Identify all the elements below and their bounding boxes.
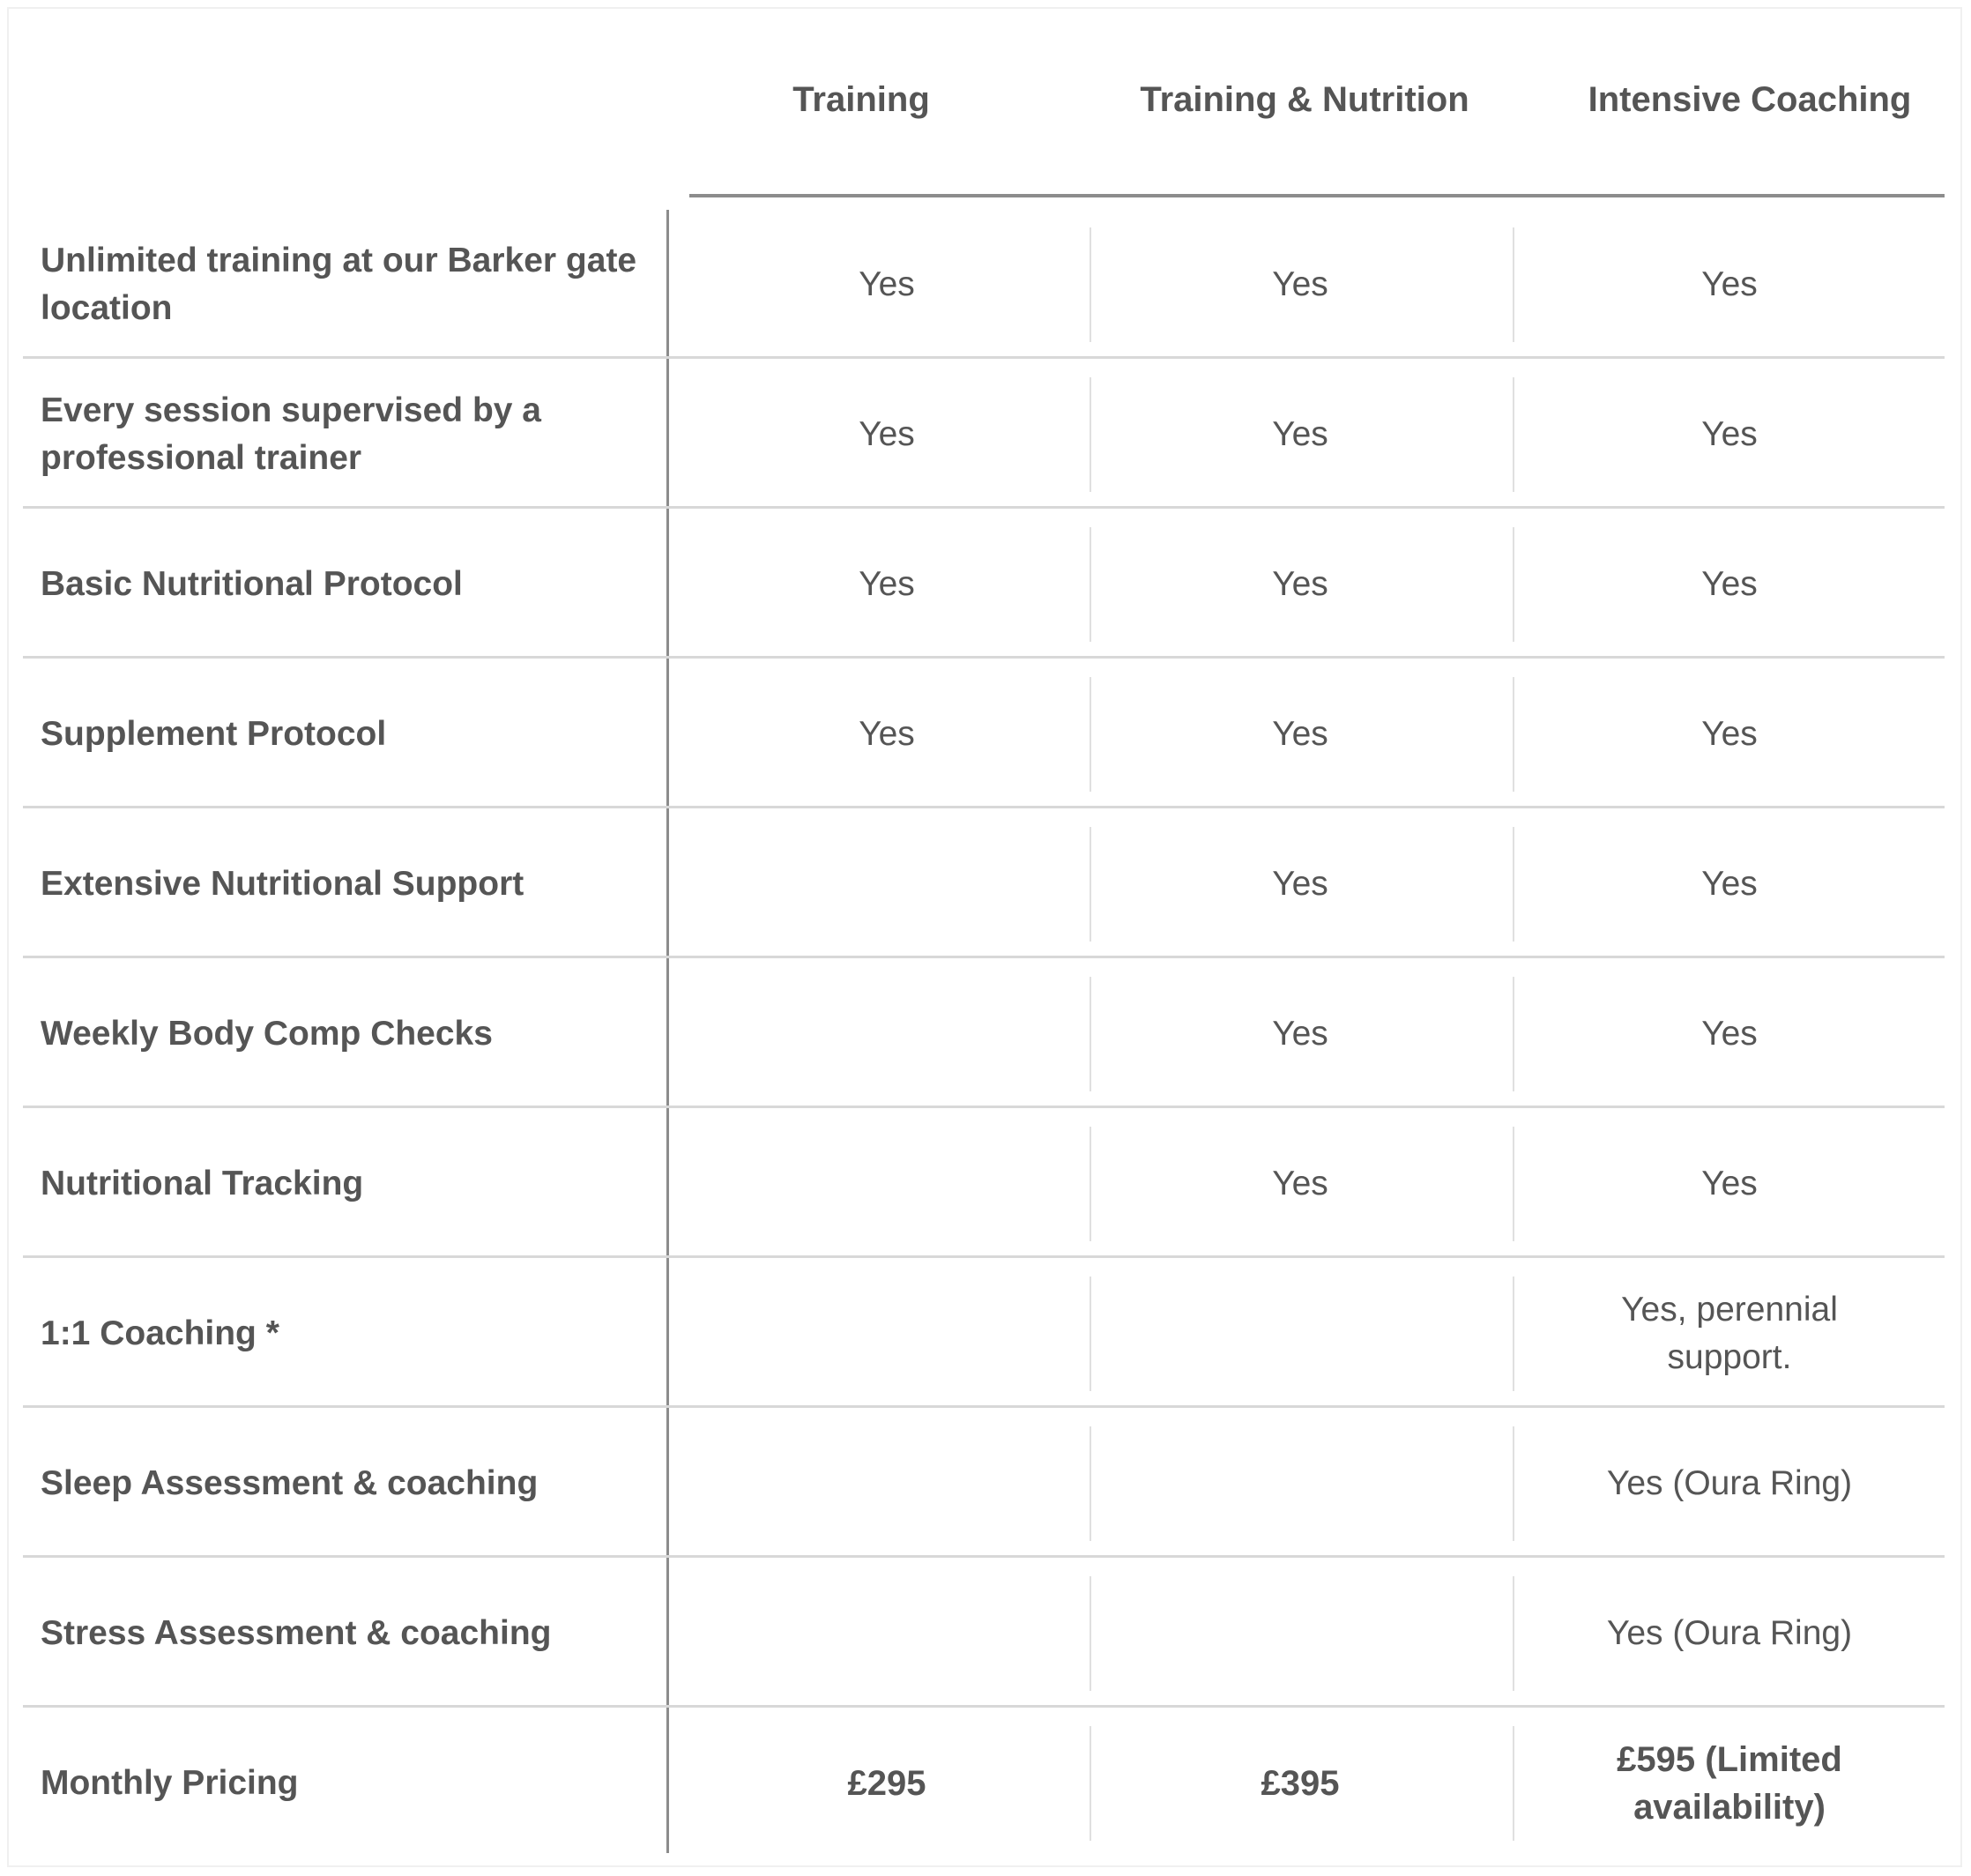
table-row [23, 210, 1945, 360]
row-label: Supplement Protocol [41, 715, 387, 753]
row-label: Every session supervised by a professional trainer [41, 391, 541, 477]
row-divider [23, 1255, 1945, 1258]
cell-training-nutrition: Yes [1272, 1165, 1328, 1202]
pricing-row [23, 1708, 1945, 1858]
cell-training: Yes [859, 265, 915, 303]
column-header-training-nutrition: Training & Nutrition [1140, 80, 1469, 119]
row-label: Basic Nutritional Protocol [41, 565, 463, 603]
cell-training-nutrition: Yes [1272, 865, 1328, 903]
row-label: Weekly Body Comp Checks [41, 1015, 493, 1053]
table-row [23, 360, 1945, 510]
row-label: Stress Assessment & coaching [41, 1614, 552, 1652]
cell-training-nutrition: Yes [1272, 715, 1328, 753]
cell-intensive-coaching: Yes [1701, 715, 1758, 753]
table-row [23, 659, 1945, 809]
row-divider [23, 506, 1945, 509]
table-row [23, 1409, 1945, 1559]
price-training: £295 [847, 1764, 926, 1803]
cell-intensive-coaching: Yes (Oura Ring) [1606, 1614, 1853, 1652]
row-label: Sleep Assessment & coaching [41, 1464, 539, 1502]
cell-intensive-coaching: Yes [1701, 865, 1758, 903]
cell-intensive-coaching: Yes (Oura Ring) [1606, 1464, 1853, 1502]
cell-intensive-coaching: Yes [1701, 265, 1758, 303]
table-row [23, 1259, 1945, 1409]
cell-training-nutrition: Yes [1272, 265, 1328, 303]
cell-training-nutrition [1091, 1259, 1509, 1409]
row-divider [23, 1705, 1945, 1708]
cell-training-nutrition: Yes [1272, 1015, 1328, 1053]
cell-training [672, 1559, 1102, 1708]
column-header-training: Training [792, 80, 930, 119]
cell-training [672, 1109, 1102, 1259]
cell-training: Yes [859, 415, 915, 453]
row-label: Extensive Nutritional Support [41, 865, 524, 903]
cell-training-nutrition: Yes [1272, 565, 1328, 603]
cell-training [672, 1259, 1102, 1409]
price-training-nutrition: £395 [1261, 1764, 1340, 1803]
row-divider [23, 356, 1945, 359]
column-header-intensive-coaching: Intensive Coaching [1588, 80, 1912, 119]
table-row [23, 809, 1945, 959]
cell-training [672, 1409, 1102, 1559]
cell-training-nutrition [1091, 1559, 1509, 1708]
cell-training: Yes [859, 565, 915, 603]
table-row [23, 1109, 1945, 1259]
row-divider [23, 1555, 1945, 1558]
row-label: Monthly Pricing [41, 1764, 299, 1802]
cell-training [672, 809, 1102, 959]
table-row [23, 1559, 1945, 1708]
cell-intensive-coaching: Yes [1701, 1165, 1758, 1202]
row-divider [23, 1405, 1945, 1408]
cell-intensive-coaching: Yes, perennial support. [1621, 1291, 1838, 1376]
cell-intensive-coaching: Yes [1701, 1015, 1758, 1053]
cell-training [672, 959, 1102, 1109]
row-divider [23, 956, 1945, 958]
row-divider [23, 656, 1945, 659]
row-label: Unlimited training at our Barker gate location [41, 242, 637, 327]
table-row [23, 510, 1945, 659]
table-row [23, 959, 1945, 1109]
cell-intensive-coaching: Yes [1701, 565, 1758, 603]
row-divider [23, 1106, 1945, 1108]
row-label: 1:1 Coaching * [41, 1314, 279, 1352]
header-divider [689, 194, 1945, 197]
row-label: Nutritional Tracking [41, 1165, 364, 1202]
row-divider [23, 806, 1945, 808]
cell-training: Yes [859, 715, 915, 753]
price-intensive-coaching: £595 (Limited availability) [1617, 1740, 1842, 1827]
cell-training-nutrition: Yes [1272, 415, 1328, 453]
cell-intensive-coaching: Yes [1701, 415, 1758, 453]
cell-training-nutrition [1091, 1409, 1509, 1559]
